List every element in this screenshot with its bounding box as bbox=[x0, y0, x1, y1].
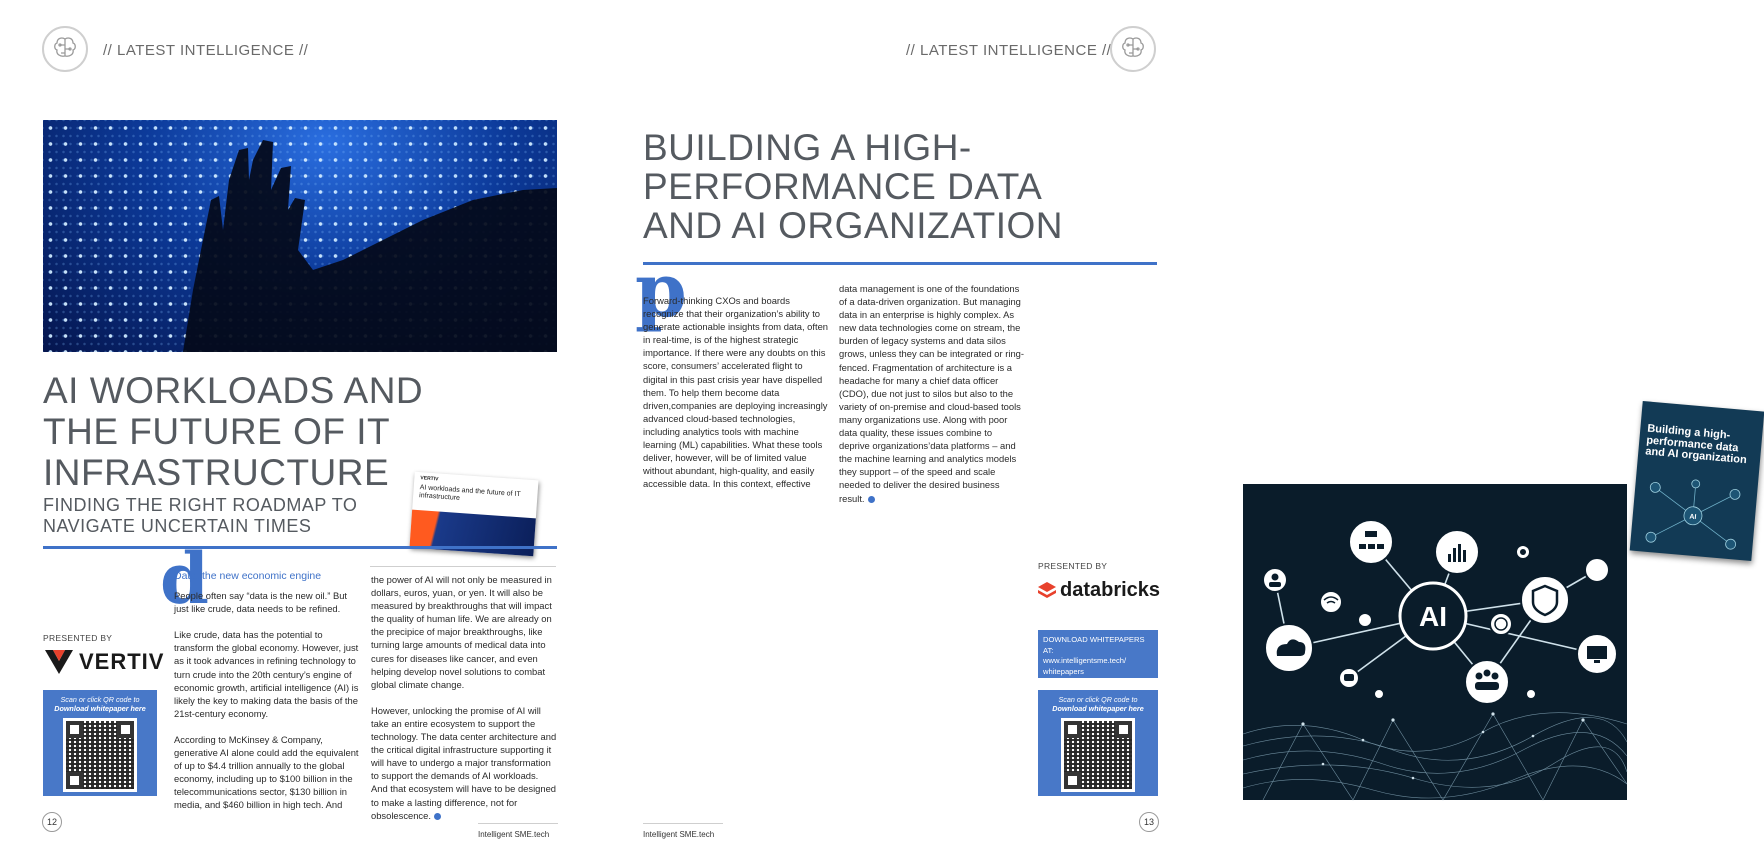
qr-caption-line: Download whitepaper here bbox=[1052, 704, 1144, 713]
left-page bbox=[0, 0, 600, 849]
body-paragraph: Like crude, data has the potential to transform the global economy. However, just as it took advances in refining technology to turn crude into the 20th century’s engine of economic growth, artificial intelligence (AI) is likely the key to making data the basis of the 21st-century economy. bbox=[174, 629, 359, 719]
footer-rule bbox=[643, 823, 723, 824]
body-column-1 bbox=[643, 294, 829, 503]
sponsor-name: databricks bbox=[1060, 579, 1161, 601]
drop-cap: d bbox=[160, 537, 209, 620]
databricks-logo-icon bbox=[1037, 581, 1057, 601]
body-paragraph: According to McKinsey & Company, generative AI alone could add the equivalent of up to $4.4 trillion annually to the global economy, including up to $100 billion in the telecommunications sector, $130 billion in media, and $460 billion in high tech. And bbox=[174, 733, 359, 811]
body-column-1 bbox=[174, 570, 360, 825]
presented-by-label: PRESENTED BY bbox=[1038, 561, 1108, 571]
thumbnail-image bbox=[410, 510, 536, 557]
vertiv-logo-icon bbox=[43, 646, 75, 678]
sponsor-logo[interactable] bbox=[43, 646, 164, 678]
page-number: 12 bbox=[42, 812, 62, 832]
section-label: // LATEST INTELLIGENCE // bbox=[103, 42, 309, 59]
gear-icon bbox=[1520, 549, 1526, 555]
download-link[interactable]: www.intelligentsme.tech/ bbox=[1043, 656, 1127, 665]
body-paragraph: However, unlocking the promise of AI will take an entire ecosystem to support the technology. The data center architecture and the critical digital infrastructure supporting it will have to undergo a major transformation to support the demands of AI workloads. And that ecosystem will have to be designed to make a lasting difference, not for obsolescence. bbox=[371, 704, 557, 821]
body-column-2 bbox=[371, 573, 557, 835]
title-line: AI WORKLOADS AND bbox=[43, 370, 424, 411]
ai-label: AI bbox=[1419, 601, 1447, 632]
qr-code-icon[interactable] bbox=[63, 718, 137, 792]
footer-text: Intelligent SME.tech bbox=[643, 830, 715, 839]
download-line: DOWNLOAD WHITEPAPERS AT: bbox=[1043, 635, 1145, 655]
body-column-2 bbox=[839, 282, 1025, 518]
subtitle-line: NAVIGATE UNCERTAIN TIMES bbox=[43, 516, 312, 536]
end-of-article-icon bbox=[868, 496, 875, 503]
qr-caption-line: Download whitepaper here bbox=[54, 704, 146, 713]
footer-rule bbox=[478, 823, 558, 824]
whitepaper-thumbnail[interactable] bbox=[410, 472, 539, 556]
article-subtitle bbox=[43, 495, 373, 537]
brain-circuit-icon bbox=[42, 26, 88, 72]
sponsor-logo[interactable] bbox=[1037, 579, 1160, 602]
cover-network-illustration bbox=[1630, 471, 1759, 561]
article-title bbox=[43, 370, 473, 493]
column-top-rule bbox=[370, 566, 556, 567]
cover-ai-label: AI bbox=[1689, 513, 1697, 522]
qr-caption-line: Scan or click QR code to bbox=[60, 695, 140, 704]
hero-image-hand-dots bbox=[43, 120, 557, 352]
right-page bbox=[600, 0, 1748, 849]
chat-icon bbox=[1344, 674, 1354, 681]
article-title bbox=[643, 128, 1143, 245]
title-line: PERFORMANCE DATA bbox=[643, 166, 1043, 207]
thumbnail-brand: VERTIV bbox=[420, 475, 439, 483]
page-number: 13 bbox=[1139, 812, 1159, 832]
subtitle-line: FINDING THE RIGHT ROADMAP TO bbox=[43, 495, 358, 515]
title-line: INFRASTRUCTURE bbox=[43, 452, 390, 493]
qr-caption-line: Scan or click QR code to bbox=[1058, 695, 1138, 704]
body-paragraph: the power of AI will not only be measured in dollars, euros, yuan, or yen. It will also be measured by breakthroughs that will impact the quality of human life. We are already on the precipice of major breakthroughs, like turning large amounts of medical data into cures for diseases like cancer, and even helping develop novel solutions to combat global climate change. bbox=[371, 574, 552, 690]
whitepaper-cover[interactable] bbox=[1630, 401, 1764, 561]
qr-download-box[interactable] bbox=[1038, 690, 1158, 796]
cover-title: Building a high-performance data and AI organization bbox=[1644, 422, 1748, 467]
body-paragraph: Forward-thinking CXOs and boards recognize that their organization’s ability to generate actionable insights from data, often in real-time, is of the highest strategic importance. If there were any doubts on this score, consumers’ accelerated flight to digital in this past crisis year have dispelled them. To help them become data driven,companies are deploying increasingly advanced cloud-based technologies, including analytics tools with machine learning (ML) capabilities. What these tools deliver, however, will be of limited value without abundant, high-quality, and easily accessible data. In this context, effective bbox=[643, 295, 829, 490]
title-line: THE FUTURE OF IT bbox=[43, 411, 391, 452]
brain-circuit-icon bbox=[1110, 26, 1156, 72]
presented-by-label: PRESENTED BY bbox=[43, 633, 113, 643]
title-rule bbox=[43, 546, 557, 549]
section-label: // LATEST INTELLIGENCE // bbox=[906, 42, 1112, 59]
sponsor-name: VERTIV bbox=[79, 649, 165, 674]
ai-network-illustration bbox=[1243, 484, 1627, 800]
download-whitepapers-box[interactable] bbox=[1038, 630, 1158, 678]
footer-text: Intelligent SME.tech bbox=[478, 830, 550, 839]
qr-download-box[interactable] bbox=[43, 690, 157, 796]
section-subhead: Data: the new economic engine bbox=[174, 570, 322, 582]
drop-cap: p bbox=[635, 248, 687, 334]
body-paragraph: People often say “data is the new oil.” But just like crude, data needs to be refined. bbox=[174, 590, 348, 615]
download-link[interactable]: whitepapers bbox=[1043, 666, 1084, 676]
end-of-article-icon bbox=[434, 813, 441, 820]
title-rule bbox=[643, 262, 1157, 265]
qr-code-icon[interactable] bbox=[1061, 718, 1135, 792]
title-line: BUILDING A HIGH- bbox=[643, 127, 972, 168]
body-paragraph: data management is one of the foundations of a data-driven organization. But managing data in an enterprise is highly complex. As new data technologies come on stream, the burden of legacy systems and data silos grows, unless they can be integrated or ring-fenced. Fragmentation of architecture is a headache for many a chief data officer (CDO), due not just to silos but also to the variety of on-premise and cloud-based tools many organizations use. Along with poor data quality, these issues combine to deprive organizations’data platforms – and the machine learning and analytics models they support – of the speed and scale needed to deliver the desired business result. bbox=[839, 283, 1024, 504]
title-line: AND AI ORGANIZATION bbox=[643, 205, 1063, 246]
thumbnail-title: AI workloads and the future of IT infrastructure bbox=[418, 484, 521, 502]
